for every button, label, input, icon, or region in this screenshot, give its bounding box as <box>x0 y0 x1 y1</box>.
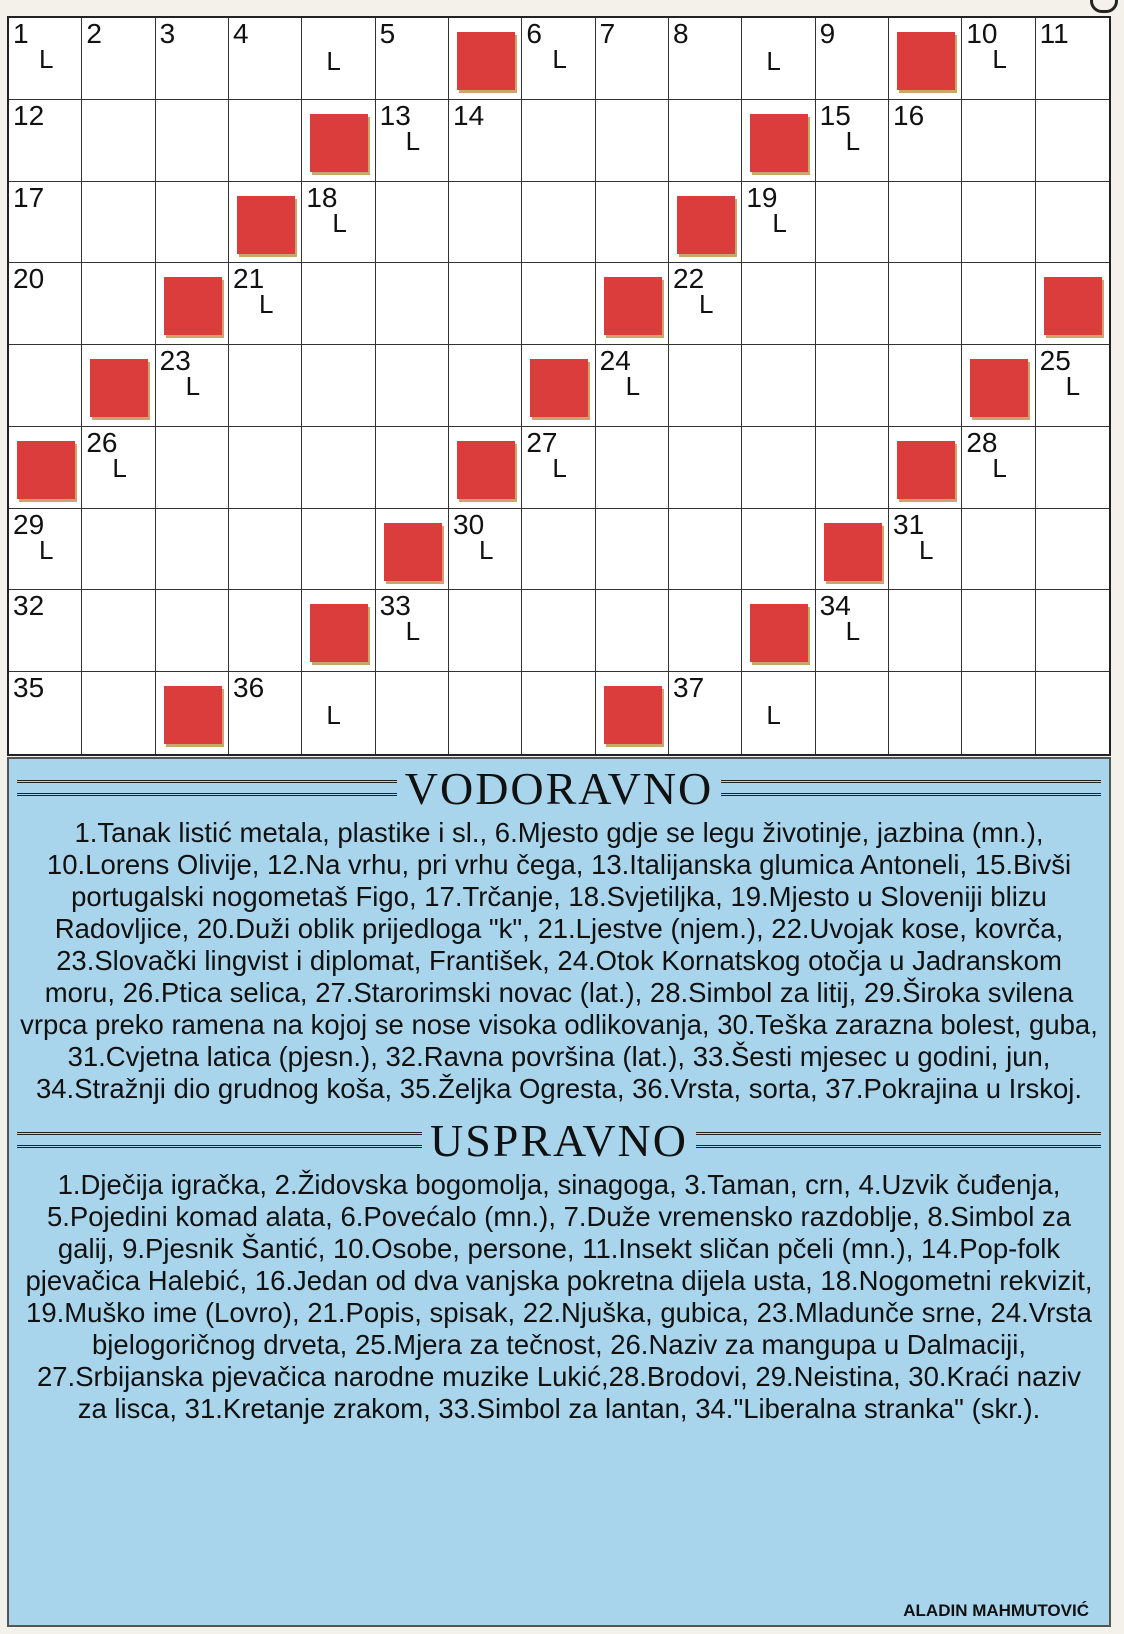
grid-cell[interactable] <box>596 100 669 182</box>
across-clues: 1.Tanak listić metala, plastike i sl., 6.Mjesto gdje se legu životinje, jazbina (mn.), 10.Lorens Olivije, 12.Na vrhu, pri vrhu čega, 13.Italijanska glumica Antoneli, 15.Bivši portugalski nogometaš Figo, 17.Trčanje, 18.Svjetiljka, 19.Mjesto u Sloveniji blizu Radovljice, 20.Duži oblik prijedloga "k", 21.Ljestve (njem.), 22.Uvojak kose, kovrča, 23.Slovački lingvist i diplomat, František, 24.Otok Kornatskog otočja u Jadranskom moru, 26.Ptica selica, 27.Starorimski novac (lat.), 28.Simbol za litij, 29.Široka svilena vrpca preko ramena na kojoj se nose visoka odlikovanja, 30.Teška zarazna bolest, guba, 31.Cvjetna latica (pjesn.), 32.Ravna površina (lat.), 33.Šesti mjesec u godini, jun, 34.Stražnji dio grudnog koša, 35.Željka Ogresta, 36.Vrsta, sorta, 37.Pokrajina u Irskoj. <box>20 817 1098 1104</box>
grid-cell[interactable] <box>229 100 302 182</box>
clues-panel <box>7 757 1111 1627</box>
grid-cell[interactable] <box>9 672 82 754</box>
black-square <box>164 277 222 335</box>
clue-number: 37 <box>673 672 705 704</box>
clue-number: 34 <box>819 590 851 622</box>
black-square <box>384 523 442 581</box>
grid-cell[interactable] <box>1036 590 1109 672</box>
l-marker: L <box>259 289 274 320</box>
grid-cell[interactable] <box>962 182 1035 264</box>
grid-cell[interactable] <box>742 427 815 509</box>
grid-block-cell <box>742 590 815 672</box>
l-marker: L <box>766 46 781 76</box>
grid-cell[interactable] <box>302 182 375 264</box>
grid-cell[interactable] <box>376 18 449 100</box>
l-marker: L <box>552 44 567 74</box>
grid-cell[interactable] <box>376 182 449 264</box>
grid-block-cell <box>449 18 522 100</box>
grid-cell[interactable] <box>9 345 82 427</box>
black-square <box>457 32 515 90</box>
clue-number: 22 <box>673 263 705 295</box>
grid-cell[interactable] <box>669 345 742 427</box>
grid-cell[interactable] <box>962 18 1035 100</box>
grid-cell[interactable] <box>522 672 595 754</box>
l-marker: L <box>699 289 714 320</box>
clue-number: 26 <box>86 426 118 458</box>
grid-block-cell <box>1036 263 1109 345</box>
clue-number: 19 <box>746 181 778 213</box>
grid-cell[interactable] <box>889 590 962 672</box>
clue-number: 32 <box>13 590 45 622</box>
grid-cell[interactable] <box>156 590 229 672</box>
grid-block-cell <box>156 263 229 345</box>
grid-cell[interactable] <box>9 509 82 591</box>
black-square <box>164 686 222 744</box>
grid-cell[interactable] <box>376 345 449 427</box>
down-clues: 1.Dječija igračka, 2.Židovska bogomolja, sinagoga, 3.Taman, crn, 4.Uzvik čuđenja, 5.Pojedini komad alata, 6.Povećalo (mn.), 7.Duže vremensko razdoblje, 8.Simbol za galij, 9.Pjesnik Šantić, 10.Osobe, persone, 11.Insekt sličan pčeli (mn.), 14.Pop-folk pjevačica Halebić, 16.Jedan od dva vanjska pokretna dijela usta, 18.Nogometni rekvizit, 19.Muško ime (Lovro), 21.Popis, spisak, 22.Njuška, gubica, 23.Mladunče srne, 24.Vrsta bjelogoričnog drveta, 25.Mjera za tečnost, 26.Naziv za mangupa u Dalmaciji, 27.Srbijanska pjevačica narodne muzike Lukić,28.Brodovi, 29.Neistina, 30.Kraći naziv za lisca, 31.Kretanje zrakom, 33.Simbol za lantan, 34."Liberalna stranka" (skr.). <box>25 1169 1093 1424</box>
grid-cell[interactable] <box>522 18 595 100</box>
grid-block-cell <box>889 427 962 509</box>
black-square <box>310 114 368 172</box>
grid-block-cell <box>449 427 522 509</box>
grid-cell[interactable] <box>376 100 449 182</box>
clue-number: 17 <box>13 181 45 213</box>
grid-block-cell <box>596 672 669 754</box>
grid-cell[interactable] <box>1036 427 1109 509</box>
heading-rule-left <box>17 1132 422 1148</box>
l-marker: L <box>845 125 861 156</box>
grid-cell[interactable] <box>962 263 1035 345</box>
grid-cell[interactable] <box>156 345 229 427</box>
grid-cell[interactable] <box>669 672 742 754</box>
l-marker: L <box>1065 371 1081 402</box>
page-corner-mark <box>1090 0 1118 13</box>
grid-block-cell <box>816 509 889 591</box>
clue-number: 2 <box>86 18 102 49</box>
grid-cell[interactable] <box>742 345 815 427</box>
grid-cell[interactable] <box>522 100 595 182</box>
grid-cell[interactable] <box>156 182 229 264</box>
grid-cell[interactable] <box>82 263 155 345</box>
grid-cell[interactable] <box>816 672 889 754</box>
grid-cell[interactable] <box>229 18 302 100</box>
grid-cell[interactable] <box>596 509 669 591</box>
grid-cell[interactable] <box>229 590 302 672</box>
black-square <box>237 196 295 254</box>
grid-cell[interactable] <box>669 427 742 509</box>
grid-cell[interactable] <box>229 672 302 754</box>
grid-cell[interactable] <box>82 590 155 672</box>
grid-cell[interactable] <box>742 18 815 100</box>
l-marker: L <box>326 700 341 731</box>
clue-number: 3 <box>159 18 176 49</box>
l-marker: L <box>919 534 934 565</box>
grid-cell[interactable] <box>82 182 155 264</box>
clue-number: 6 <box>526 18 542 49</box>
clue-number: 18 <box>306 181 338 213</box>
grid-cell[interactable] <box>229 427 302 509</box>
grid-cell[interactable] <box>302 672 375 754</box>
clue-number: 25 <box>1039 345 1071 377</box>
grid-cell[interactable] <box>376 427 449 509</box>
grid-cell[interactable] <box>1036 18 1109 100</box>
black-square <box>310 604 368 662</box>
grid-cell[interactable] <box>1036 345 1109 427</box>
clue-number: 24 <box>599 345 631 377</box>
clue-number: 5 <box>379 18 396 49</box>
clue-number: 33 <box>379 590 411 622</box>
grid-cell[interactable] <box>449 590 522 672</box>
grid-cell[interactable] <box>596 18 669 100</box>
grid-cell[interactable] <box>596 590 669 672</box>
grid-cell[interactable] <box>596 182 669 264</box>
grid-cell[interactable] <box>376 263 449 345</box>
black-square <box>677 196 735 254</box>
grid-block-cell <box>962 345 1035 427</box>
l-marker: L <box>326 46 341 76</box>
l-marker: L <box>405 616 421 647</box>
grid-cell[interactable] <box>889 182 962 264</box>
grid-cell[interactable] <box>302 18 375 100</box>
grid-block-cell <box>82 345 155 427</box>
grid-block-cell <box>302 590 375 672</box>
grid-cell[interactable] <box>302 345 375 427</box>
grid-cell[interactable] <box>816 18 889 100</box>
grid-cell[interactable] <box>1036 100 1109 182</box>
black-square <box>90 359 148 417</box>
grid-cell[interactable] <box>9 263 82 345</box>
clue-number: 13 <box>379 99 411 131</box>
clue-number: 16 <box>893 99 925 131</box>
clue-number: 10 <box>966 18 998 49</box>
grid-cell[interactable] <box>669 18 742 100</box>
l-marker: L <box>625 371 641 402</box>
grid-cell[interactable] <box>669 263 742 345</box>
across-heading: VODORAVNO <box>404 762 714 814</box>
grid-cell[interactable] <box>522 182 595 264</box>
l-marker: L <box>992 44 1007 74</box>
grid-cell[interactable] <box>962 672 1035 754</box>
heading-rule-left <box>17 780 397 796</box>
grid-cell[interactable] <box>816 590 889 672</box>
grid-cell[interactable] <box>9 590 82 672</box>
grid-cell[interactable] <box>889 100 962 182</box>
clue-number: 8 <box>673 18 689 49</box>
grid-cell[interactable] <box>156 427 229 509</box>
grid-cell[interactable] <box>816 182 889 264</box>
grid-block-cell <box>302 100 375 182</box>
grid-cell[interactable] <box>156 100 229 182</box>
l-marker: L <box>39 534 54 565</box>
black-square <box>824 523 882 581</box>
grid-cell[interactable] <box>82 672 155 754</box>
grid-cell[interactable] <box>816 345 889 427</box>
grid-cell[interactable] <box>302 509 375 591</box>
l-marker: L <box>185 371 201 402</box>
clue-number: 15 <box>819 99 851 131</box>
grid-cell[interactable] <box>376 590 449 672</box>
heading-rule-right <box>721 780 1101 796</box>
grid-cell[interactable] <box>816 263 889 345</box>
clue-number: 20 <box>13 263 45 295</box>
grid-cell[interactable] <box>669 590 742 672</box>
grid-cell[interactable] <box>1036 509 1109 591</box>
grid-cell[interactable] <box>522 427 595 509</box>
grid-cell[interactable] <box>229 345 302 427</box>
clue-number: 1 <box>13 18 29 49</box>
grid-cell[interactable] <box>156 509 229 591</box>
grid-cell[interactable] <box>889 263 962 345</box>
grid-cell[interactable] <box>742 672 815 754</box>
black-square <box>1044 277 1102 335</box>
clue-number: 27 <box>526 426 558 458</box>
grid-cell[interactable] <box>522 590 595 672</box>
grid-cell[interactable] <box>742 182 815 264</box>
crossword-grid <box>7 16 1111 756</box>
grid-cell[interactable] <box>82 509 155 591</box>
grid-cell[interactable] <box>1036 182 1109 264</box>
grid-cell[interactable] <box>449 263 522 345</box>
grid-block-cell <box>522 345 595 427</box>
grid-block-cell <box>596 263 669 345</box>
grid-cell[interactable] <box>229 509 302 591</box>
clue-number: 36 <box>233 672 265 704</box>
grid-cell[interactable] <box>9 100 82 182</box>
black-square <box>604 277 662 335</box>
grid-block-cell <box>376 509 449 591</box>
across-heading-row <box>9 759 1109 817</box>
grid-cell[interactable] <box>9 18 82 100</box>
heading-rule-right <box>696 1132 1101 1148</box>
grid-cell[interactable] <box>522 263 595 345</box>
l-marker: L <box>772 207 787 238</box>
grid-cell[interactable] <box>302 427 375 509</box>
author-credit: ALADIN MAHMUTOVIĆ <box>903 1601 1089 1620</box>
black-square <box>897 441 955 499</box>
clue-number: 28 <box>966 426 998 458</box>
l-marker: L <box>332 207 347 238</box>
grid-block-cell <box>229 182 302 264</box>
grid-cell[interactable] <box>82 18 155 100</box>
black-square <box>457 441 515 499</box>
clue-number: 7 <box>599 18 616 49</box>
l-marker: L <box>39 44 54 74</box>
black-square <box>750 114 808 172</box>
grid-cell[interactable] <box>449 100 522 182</box>
grid-cell[interactable] <box>522 509 595 591</box>
clue-number: 9 <box>819 18 836 49</box>
grid-cell[interactable] <box>82 427 155 509</box>
l-marker: L <box>112 452 127 483</box>
l-marker: L <box>992 452 1007 483</box>
clue-number: 31 <box>893 508 925 540</box>
grid-cell[interactable] <box>816 100 889 182</box>
clue-number: 12 <box>13 99 45 131</box>
grid-cell[interactable] <box>669 509 742 591</box>
grid-cell[interactable] <box>816 427 889 509</box>
clue-number: 30 <box>453 508 485 540</box>
grid-cell[interactable] <box>449 509 522 591</box>
grid-cell[interactable] <box>449 345 522 427</box>
grid-cell[interactable] <box>449 672 522 754</box>
grid-cell[interactable] <box>889 509 962 591</box>
grid-cell[interactable] <box>889 345 962 427</box>
clue-number: 11 <box>1039 18 1069 49</box>
grid-cell[interactable] <box>596 345 669 427</box>
grid-cell[interactable] <box>9 182 82 264</box>
clue-number: 4 <box>233 18 249 49</box>
grid-cell[interactable] <box>742 263 815 345</box>
grid-cell[interactable] <box>229 263 302 345</box>
black-square <box>897 32 955 90</box>
l-marker: L <box>479 534 494 565</box>
l-marker: L <box>845 616 861 647</box>
down-heading-row <box>9 1111 1109 1169</box>
grid-block-cell <box>9 427 82 509</box>
down-heading: USPRAVNO <box>429 1114 689 1166</box>
black-square <box>604 686 662 744</box>
grid-cell[interactable] <box>376 672 449 754</box>
l-marker: L <box>766 700 781 731</box>
black-square <box>530 359 588 417</box>
clue-number: 14 <box>453 99 485 131</box>
black-square <box>17 441 75 499</box>
clue-number: 21 <box>233 263 265 295</box>
grid-cell[interactable] <box>596 427 669 509</box>
grid-block-cell <box>889 18 962 100</box>
l-marker: L <box>405 125 421 156</box>
grid-cell[interactable] <box>962 590 1035 672</box>
grid-block-cell <box>156 672 229 754</box>
grid-cell[interactable] <box>962 427 1035 509</box>
clue-number: 29 <box>13 508 45 540</box>
grid-block-cell <box>669 182 742 264</box>
l-marker: L <box>552 452 567 483</box>
black-square <box>970 359 1028 417</box>
black-square <box>750 604 808 662</box>
grid-cell[interactable] <box>302 263 375 345</box>
clue-number: 35 <box>13 672 45 704</box>
grid-cell[interactable] <box>1036 672 1109 754</box>
grid-cell[interactable] <box>889 672 962 754</box>
clue-number: 23 <box>159 345 191 377</box>
grid-block-cell <box>742 100 815 182</box>
grid-cell[interactable] <box>82 100 155 182</box>
grid-cell[interactable] <box>742 509 815 591</box>
grid-cell[interactable] <box>156 18 229 100</box>
grid-cell[interactable] <box>962 509 1035 591</box>
grid-cell[interactable] <box>962 100 1035 182</box>
grid-cell[interactable] <box>669 100 742 182</box>
grid-cell[interactable] <box>449 182 522 264</box>
